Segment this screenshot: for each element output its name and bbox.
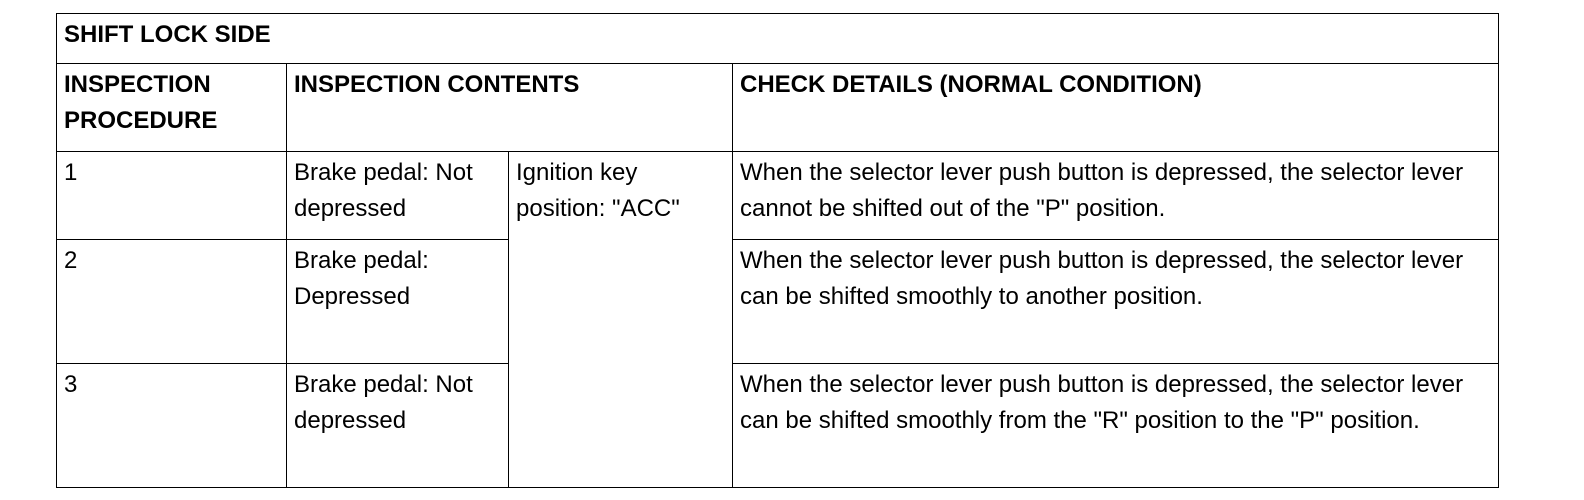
- check-details: When the selector lever push button is depressed, the selector lever can be shifted smoothly to another position.: [733, 240, 1499, 364]
- table-row: [57, 240, 1499, 364]
- table-row: [57, 364, 1499, 488]
- brake-pedal-condition: Brake pedal: Not depressed: [287, 364, 509, 488]
- header-inspection-contents: INSPECTION CONTENTS: [287, 64, 733, 152]
- procedure-number: 1: [57, 152, 287, 240]
- header-check-details: CHECK DETAILS (NORMAL CONDITION): [733, 64, 1499, 152]
- table-title-row: [57, 14, 1499, 64]
- procedure-number: 2: [57, 240, 287, 364]
- shift-lock-inspection-table: [56, 13, 1499, 488]
- ignition-key-position: Ignition key position: "ACC": [509, 152, 733, 488]
- table-row: [57, 152, 1499, 240]
- brake-pedal-condition: Brake pedal: Depressed: [287, 240, 509, 364]
- check-details: When the selector lever push button is depressed, the selector lever cannot be shifted out of the "P" position.: [733, 152, 1499, 240]
- table-header-row: [57, 64, 1499, 152]
- check-details: When the selector lever push button is depressed, the selector lever can be shifted smoothly from the "R" position to the "P" position.: [733, 364, 1499, 488]
- brake-pedal-condition: Brake pedal: Not depressed: [287, 152, 509, 240]
- procedure-number: 3: [57, 364, 287, 488]
- header-inspection-procedure: INSPECTION PROCEDURE: [57, 64, 287, 152]
- table-title: SHIFT LOCK SIDE: [57, 14, 1499, 64]
